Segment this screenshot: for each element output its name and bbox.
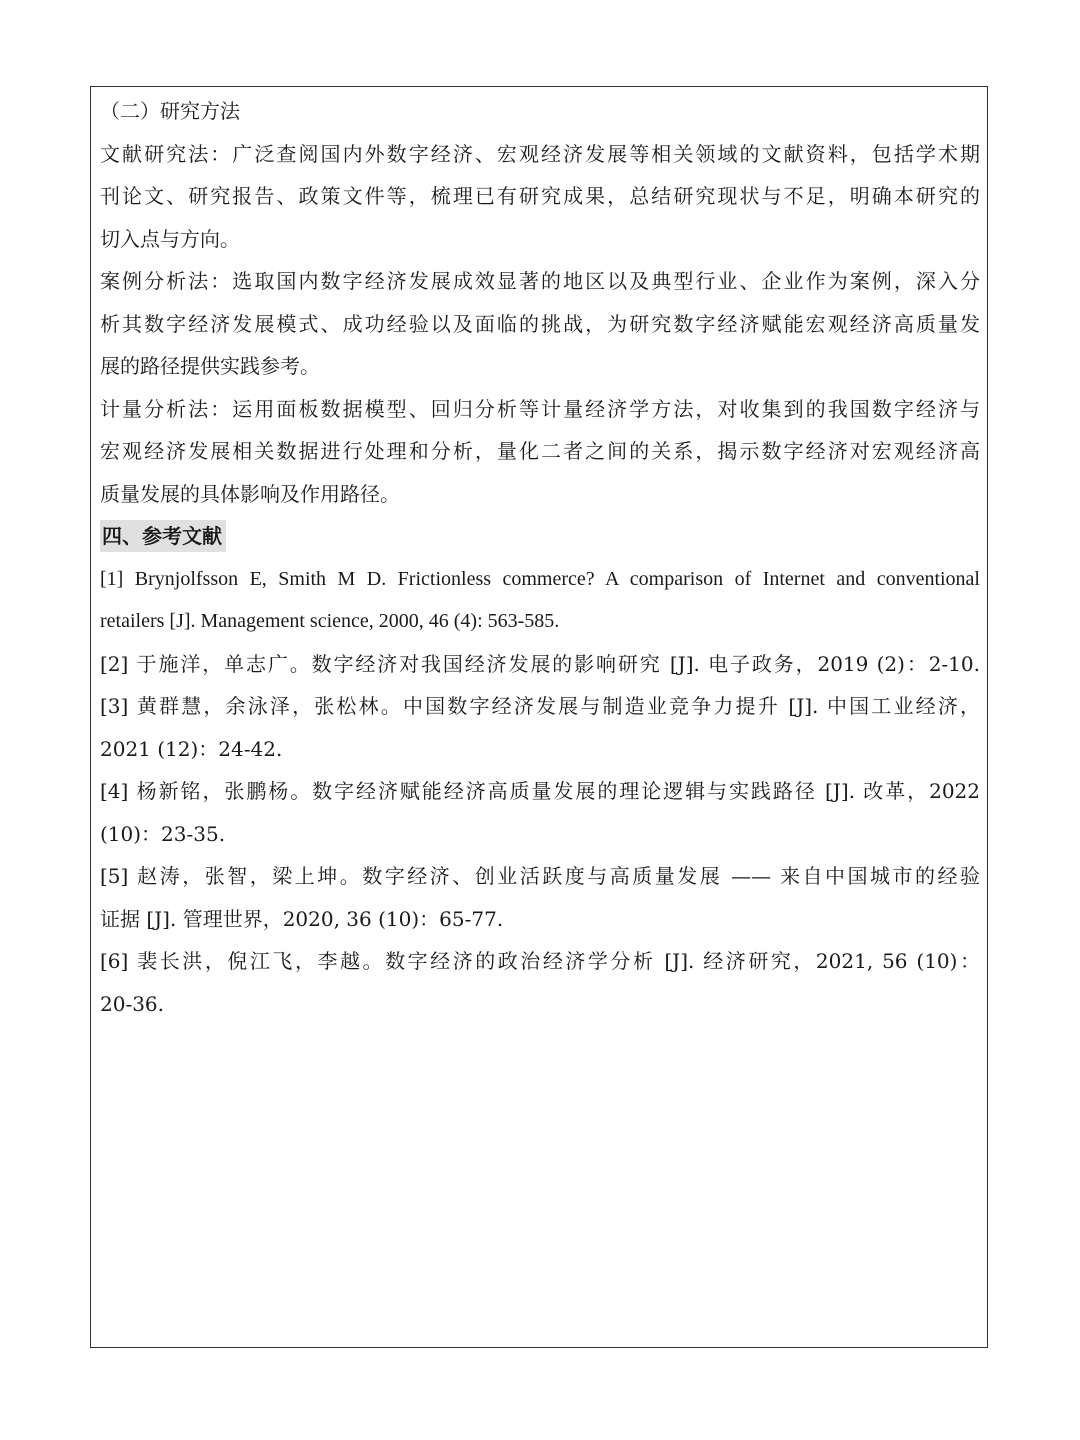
method-case-analysis (100, 260, 980, 388)
reference-line: 证据 [J]. 管理世界，2020, 36 (10)：65-77. (100, 906, 504, 931)
reference-item-6 (100, 940, 980, 1025)
document-content (100, 90, 980, 1025)
reference-item-5 (100, 855, 980, 940)
reference-item-4 (100, 770, 980, 855)
paragraph-line: 文献研究法：广泛查阅国内外数字经济、宏观经济发展等相关领域的文献资料，包括学术期 (100, 141, 980, 166)
paragraph-line: 计量分析法：运用面板数据模型、回归分析等计量经济学方法，对收集到的我国数字经济与 (100, 396, 980, 421)
paragraph-line: 案例分析法：选取国内数字经济发展成效显著的地区以及典型行业、企业作为案例，深入分 (100, 269, 980, 293)
paragraph-line: 切入点与方向。 (100, 226, 240, 251)
reference-line: [2] 于施洋，单志广。数字经济对我国经济发展的影响研究 [J]. 电子政务，2019 (2)：2-10. (100, 651, 980, 676)
references-heading: 四、参考文献 (100, 520, 226, 552)
reference-line: [5] 赵涛，张智，梁上坤。数字经济、创业活跃度与高质量发展 —— 来自中国城市的经验 (100, 864, 980, 888)
method-literature-research (100, 133, 980, 261)
reference-line: [6] 裴长洪，倪江飞，李越。数字经济的政治经济学分析 [J]. 经济研究，2021, 56 (10)： (100, 949, 980, 973)
method-econometric-analysis (100, 388, 980, 516)
reference-line: retailers [J]. Management science, 2000, 46 (4): 563-585. (100, 610, 560, 632)
reference-line: 2021 (12)：24-42. (100, 736, 283, 761)
section-heading-research-methods: （二）研究方法 (100, 99, 240, 123)
references-heading-row (100, 515, 980, 558)
paragraph-line: 析其数字经济发展模式、成功经验以及面临的挑战，为研究数字经济赋能宏观经济高质量发 (100, 311, 980, 336)
reference-line: [1] Brynjolfsson E, Smith M D. Frictionless commerce? A comparison of Internet and conventional (100, 567, 980, 590)
paragraph-line: 质量发展的具体影响及作用路径。 (100, 481, 400, 506)
reference-line: [3] 黄群慧，余泳泽，张松林。中国数字经济发展与制造业竞争力提升 [J]. 中国工业经济， (100, 694, 980, 718)
paragraph-line: 宏观经济发展相关数据进行处理和分析，量化二者之间的关系，揭示数字经济对宏观经济高 (100, 439, 980, 463)
reference-line: 20-36. (100, 991, 165, 1016)
reference-line: (10)：23-35. (100, 821, 226, 846)
reference-item-3 (100, 685, 980, 770)
paragraph-line: 展的路径提供实践参考。 (100, 354, 320, 378)
reference-item-1 (100, 558, 980, 643)
paragraph-line: 刊论文、研究报告、政策文件等，梳理已有研究成果，总结研究现状与不足，明确本研究的 (100, 184, 980, 208)
reference-item-2 (100, 643, 980, 686)
reference-line: [4] 杨新铭，张鹏杨。数字经济赋能经济高质量发展的理论逻辑与实践路径 [J]. 改革，2022 (100, 779, 980, 803)
